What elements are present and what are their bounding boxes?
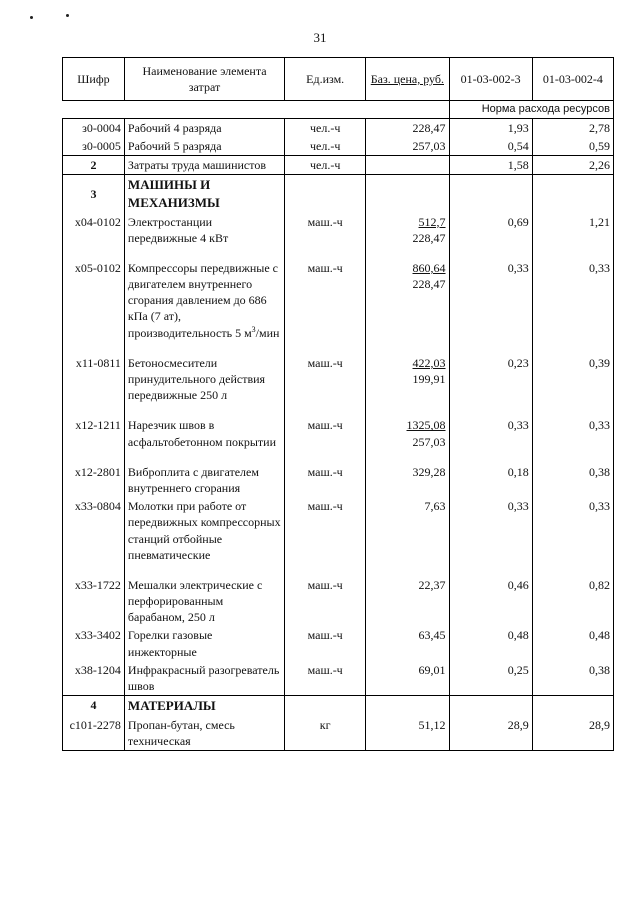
- price-cell: [366, 259, 449, 342]
- norm-a-cell: 0,48: [449, 626, 532, 660]
- table-row: [63, 463, 614, 497]
- header-unit: Ед.изм.: [285, 58, 366, 101]
- norm-b-cell: 0,38: [532, 463, 613, 497]
- unit-cell: маш.-ч: [285, 497, 366, 564]
- superscript: 3: [251, 324, 256, 334]
- header-code: Шифр: [63, 58, 125, 101]
- unit-cell: чел.-ч: [285, 137, 366, 156]
- norm-b-cell: 28,9: [532, 716, 613, 751]
- norm-b-cell: 0,39: [532, 354, 613, 405]
- name-cell: Мешалки электрические с перфорированным барабаном, 250 л: [124, 576, 284, 627]
- price-secondary: 257,03: [412, 434, 446, 449]
- header-name: Наименование элемента затрат: [124, 58, 284, 101]
- price-cell: 329,28: [366, 463, 449, 497]
- price-cell: 7,63: [366, 497, 449, 564]
- norm-a-cell: 0,69: [449, 213, 532, 247]
- code-cell: с101-2278: [63, 716, 125, 751]
- unit-cell: маш.-ч: [285, 416, 366, 450]
- norm-label: Норма расхода ресурсов: [449, 101, 613, 119]
- resource-table: [62, 57, 614, 751]
- section-header-row: [63, 175, 614, 213]
- table-row: [63, 576, 614, 627]
- norm-b-cell: 0,82: [532, 576, 613, 627]
- price-cell: 228,47: [366, 118, 449, 137]
- table-row: [63, 259, 614, 342]
- table-row: [63, 213, 614, 247]
- section-number: 3: [63, 175, 125, 213]
- name-cell: Виброплита с двигателем внутреннего сгорания: [124, 463, 284, 497]
- name-cell: Горелки газовые инжекторные: [124, 626, 284, 660]
- code-cell: х38-1204: [63, 661, 125, 696]
- norm-a-cell: 0,54: [449, 137, 532, 156]
- norm-a-cell: 0,33: [449, 416, 532, 450]
- unit-cell: чел.-ч: [285, 118, 366, 137]
- price-main: 512,7: [418, 214, 446, 229]
- unit-cell: маш.-ч: [285, 576, 366, 627]
- unit-cell: маш.-ч: [285, 463, 366, 497]
- table-row: [63, 661, 614, 696]
- code-cell: х12-1211: [63, 416, 125, 450]
- page-number: 31: [313, 30, 327, 45]
- price-cell: [366, 416, 449, 450]
- table-row: [63, 497, 614, 564]
- code-cell: з0-0004: [63, 118, 125, 137]
- machinist-row: [63, 156, 614, 175]
- price-cell: 22,37: [366, 576, 449, 627]
- name-cell: Молотки при работе от передвижных компрессорных станций отбойные пневматические: [124, 497, 284, 564]
- price-cell: 51,12: [366, 716, 449, 751]
- unit-cell: маш.-ч: [285, 213, 366, 247]
- name-cell: Пропан-бутан, смесь техническая: [124, 716, 284, 751]
- price-main: 1325,08: [406, 418, 446, 433]
- price-main: 422,03: [412, 355, 446, 370]
- price-cell: 257,03: [366, 137, 449, 156]
- code-cell: х33-3402: [63, 626, 125, 660]
- code-cell: х11-0811: [63, 354, 125, 405]
- norm-a-cell: 0,23: [449, 354, 532, 405]
- section-title: МАТЕРИАЛЫ: [124, 696, 284, 716]
- price-cell: 63,45: [366, 626, 449, 660]
- section-number: 4: [63, 696, 125, 716]
- table-row: [63, 354, 614, 405]
- scan-speck: [66, 14, 69, 17]
- name-cell: Инфракрасный разогреватель швов: [124, 661, 284, 696]
- header-price: [366, 58, 449, 101]
- table-row: [63, 716, 614, 751]
- name-cell: Бетоносмесители принудительного действия передвижные 250 л: [124, 354, 284, 405]
- norm-a-cell: 1,93: [449, 118, 532, 137]
- table-row: [63, 416, 614, 450]
- name-tail: /мин: [255, 325, 280, 340]
- name-cell: [124, 259, 284, 342]
- unit-cell: маш.-ч: [285, 661, 366, 696]
- scan-speck: [30, 16, 33, 19]
- code-cell: х12-2801: [63, 463, 125, 497]
- name-cell: Рабочий 4 разряда: [124, 118, 284, 137]
- price-secondary: 228,47: [412, 277, 446, 292]
- name-cell: Электростанции передвижные 4 кВт: [124, 213, 284, 247]
- header-col-b: 01-03-002-4: [532, 58, 613, 101]
- name-text: Компрессоры передвижные с двигателем внутреннего сгорания давлением до 686 кПа (7 ат), производительность 5 м: [127, 260, 278, 340]
- norm-row: [63, 101, 614, 119]
- header-row: [63, 58, 614, 101]
- name-cell: Затраты труда машинистов: [124, 156, 284, 175]
- norm-b-cell: 1,21: [532, 213, 613, 247]
- norm-b-cell: 0,48: [532, 626, 613, 660]
- norm-b-cell: 2,26: [532, 156, 613, 175]
- code-cell: х05-0102: [63, 259, 125, 342]
- table-row: [63, 118, 614, 137]
- header-col-a: 01-03-002-3: [449, 58, 532, 101]
- norm-a-cell: 0,33: [449, 259, 532, 342]
- code-cell: х33-0804: [63, 497, 125, 564]
- unit-cell: маш.-ч: [285, 626, 366, 660]
- norm-b-cell: 0,33: [532, 416, 613, 450]
- price-main: 860,64: [412, 260, 446, 275]
- section-title: МАШИНЫ И МЕХАНИЗМЫ: [124, 175, 284, 213]
- norm-a-cell: 0,33: [449, 497, 532, 564]
- price-secondary: 228,47: [412, 230, 446, 245]
- section-header-row: [63, 696, 614, 716]
- norm-a-cell: 0,25: [449, 661, 532, 696]
- norm-b-cell: 0,33: [532, 259, 613, 342]
- unit-cell: чел.-ч: [285, 156, 366, 175]
- unit-cell: кг: [285, 716, 366, 751]
- code-cell: х33-1722: [63, 576, 125, 627]
- section-number: 2: [63, 156, 125, 175]
- price-cell: 69,01: [366, 661, 449, 696]
- price-cell: [366, 354, 449, 405]
- price-secondary: 199,91: [412, 372, 446, 386]
- name-cell: Рабочий 5 разряда: [124, 137, 284, 156]
- norm-b-cell: 2,78: [532, 118, 613, 137]
- code-cell: х04-0102: [63, 213, 125, 247]
- norm-b-cell: 0,59: [532, 137, 613, 156]
- header-price-text: Баз. цена, руб.: [370, 71, 444, 86]
- table-row: [63, 626, 614, 660]
- code-cell: з0-0005: [63, 137, 125, 156]
- unit-cell: маш.-ч: [285, 354, 366, 405]
- price-cell: [366, 213, 449, 247]
- norm-b-cell: 0,38: [532, 661, 613, 696]
- norm-a-cell: 28,9: [449, 716, 532, 751]
- norm-a-cell: 0,46: [449, 576, 532, 627]
- name-cell: Нарезчик швов в асфальтобетонном покрытии: [124, 416, 284, 450]
- unit-cell: маш.-ч: [285, 259, 366, 342]
- table-row: [63, 137, 614, 156]
- norm-b-cell: 0,33: [532, 497, 613, 564]
- norm-a-cell: 0,18: [449, 463, 532, 497]
- norm-a-cell: 1,58: [449, 156, 532, 175]
